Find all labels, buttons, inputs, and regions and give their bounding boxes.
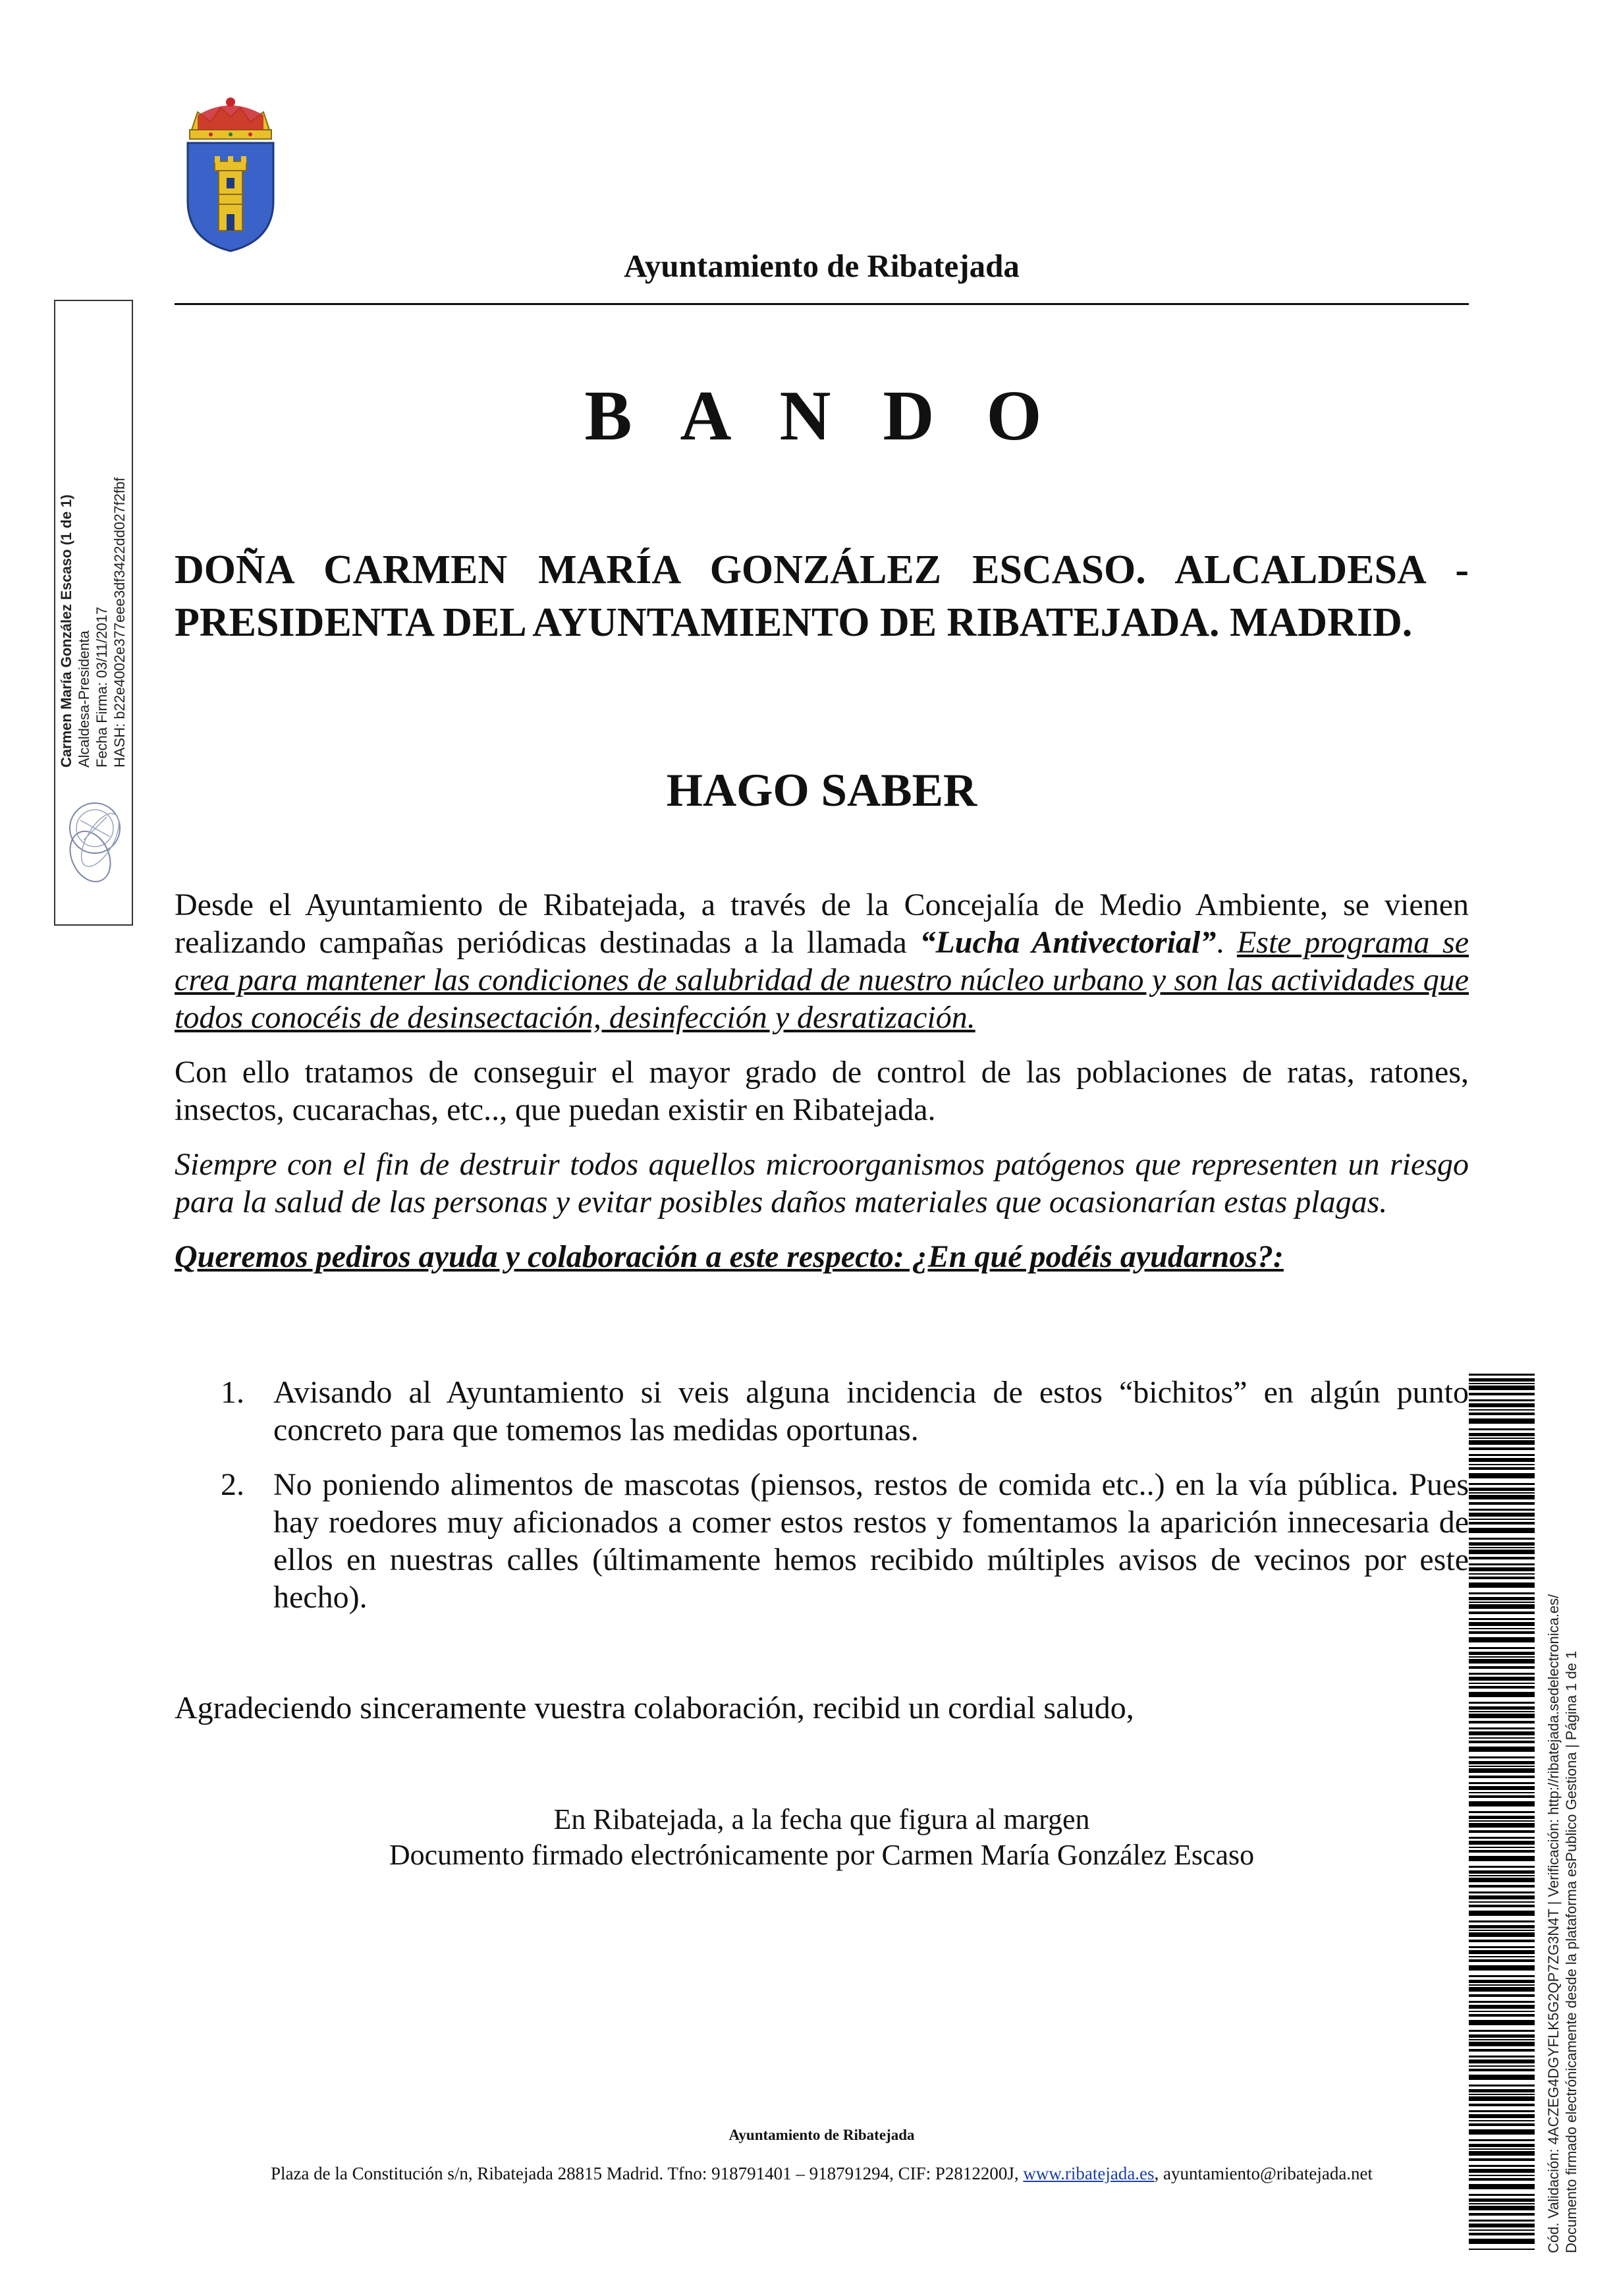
intro-lead-text: Desde el Ayuntamiento de Ribatejada, a través de la Concejalía de Medio Ambiente, se vienen realizando campañas periódicas destinadas a la llamada: [175, 887, 1469, 960]
barcode-bar: [1469, 2104, 1535, 2106]
barcode-bar: [1469, 2069, 1535, 2071]
barcode-bar: [1469, 1413, 1535, 1415]
barcode-bar: [1469, 1761, 1535, 1764]
barcode-bar: [1469, 1628, 1535, 1629]
barcode-bar: [1469, 1433, 1535, 1436]
barcode-bar: [1469, 1721, 1535, 1723]
barcode-bar: [1469, 2178, 1535, 2181]
barcode-bar: [1469, 1677, 1535, 1681]
program-description: Este programa se crea para mantener las condiciones de salubridad de nuestro núcleo urbano y son las actividades que todos conocéis de desinsectación, desinfección y desratización.: [175, 925, 1469, 1035]
footer-address: [175, 2164, 1469, 2184]
list-item-number: 2.: [221, 1467, 244, 1502]
barcode-bar: [1469, 1495, 1535, 1499]
footer-address-text: Plaza de la Constitución s/n, Ribatejada 28815 Madrid. Tfno: 918791401 – 918791294, CIF: P2812200J,: [270, 2164, 1024, 2183]
barcode-bar: [1469, 1747, 1535, 1752]
barcode-bar: [1469, 1631, 1535, 1634]
barcode-bar: [1469, 1383, 1535, 1384]
barcode-bar: [1469, 1905, 1535, 1907]
website-link[interactable]: www.ribatejada.es: [1023, 2164, 1155, 2183]
barcode-bar: [1469, 1542, 1535, 1546]
barcode-bar: [1469, 1409, 1535, 1411]
list-item: [175, 1374, 1469, 1449]
barcode-bar: [1469, 2014, 1535, 2017]
barcode-bar: [1469, 1403, 1535, 1407]
barcode-bar: [1469, 1895, 1535, 1899]
barcode-bar: [1469, 1901, 1535, 1903]
footer-email: , ayuntamiento@ribatejada.net: [1154, 2164, 1373, 2183]
barcode-bar: [1469, 1509, 1535, 1511]
barcode-bar: [1469, 1930, 1535, 1931]
barcode-bar: [1469, 1573, 1535, 1575]
barcode-bar: [1469, 2059, 1535, 2063]
barcode-bar: [1469, 2020, 1535, 2025]
barcode-bar: [1469, 1830, 1535, 1833]
footer-organization: Ayuntamiento de Ribatejada: [728, 2127, 915, 2143]
barcode-bar: [1469, 2039, 1535, 2040]
barcode-bar: [1469, 1519, 1535, 1520]
barcode-bar: [1469, 2094, 1535, 2095]
barcode-bar: [1469, 2011, 1535, 2012]
help-question: Queremos pediros ayuda y colaboración a este respecto: ¿En qué podéis ayudarnos?:: [175, 1239, 1284, 1274]
barcode-bar: [1469, 2110, 1535, 2112]
header-divider: [175, 303, 1469, 305]
barcode-bar: [1469, 1473, 1535, 1478]
signature-date: Fecha Firma: 03/11/2017: [94, 606, 110, 768]
paragraph-purpose: Siempre con el fin de destruir todos aquellos microorganismos patógenos que representen un riesgo para la salud de las personas y evitar posibles daños materiales que ocasionarían estas plagas.: [175, 1147, 1469, 1219]
paragraph-intro: [175, 886, 1469, 1036]
barcode-bar: [1469, 1911, 1535, 1916]
barcode-bar: [1469, 1656, 1535, 1658]
barcode-bar: [1469, 1870, 1535, 1874]
barcode-bar: [1469, 1557, 1535, 1559]
barcode-bar: [1469, 1702, 1535, 1704]
barcode-bar: [1469, 1786, 1535, 1790]
barcode-bar: [1469, 1673, 1535, 1675]
barcode-bar: [1469, 1950, 1535, 1954]
barcode-bar: [1469, 1464, 1535, 1465]
barcode-bar: [1469, 1741, 1535, 1743]
barcode-bar: [1469, 1550, 1535, 1554]
barcode-bar: [1469, 1768, 1535, 1773]
barcode-bar: [1469, 1374, 1535, 1376]
barcode-bar: [1469, 1604, 1535, 1609]
barcode-bar: [1469, 1878, 1535, 1882]
intro-separator: .: [1216, 925, 1237, 960]
list-item-number: 1.: [221, 1375, 244, 1410]
issuing-authority: DOÑA CARMEN MARÍA GONZÁLEZ ESCASO. ALCALDESA - PRESIDENTA DEL AYUNTAMIENTO DE RIBATEJADA. MADRID.: [175, 547, 1469, 645]
barcode-bar: [1469, 2151, 1535, 2156]
barcode-bar: [1469, 1737, 1535, 1739]
barcode-bar: [1469, 1399, 1535, 1401]
barcode-bar: [1469, 2120, 1535, 2121]
barcode-bar: [1469, 2220, 1535, 2222]
barcode-bar: [1469, 2042, 1535, 2046]
barcode-bar: [1469, 1766, 1535, 1767]
barcode-bar: [1469, 1856, 1535, 1861]
barcode-bar: [1469, 2169, 1535, 2173]
barcode-bar: [1469, 1866, 1535, 1868]
validation-barcode: [1469, 1374, 1541, 2250]
barcode-bar: [1469, 1597, 1535, 1600]
barcode-bar: [1469, 1418, 1535, 1424]
barcode-bar: [1469, 1647, 1535, 1649]
barcode-bar: [1469, 1483, 1535, 1485]
barcode-bar: [1469, 1467, 1535, 1470]
barcode-bar: [1469, 1994, 1535, 1997]
digital-seal-icon: [61, 794, 130, 889]
barcode-bar: [1469, 1618, 1535, 1620]
barcode-bar: [1469, 1447, 1535, 1450]
barcode-bar: [1469, 2075, 1535, 2080]
barcode-bar: [1469, 1956, 1535, 1957]
barcode-bar: [1469, 1522, 1535, 1525]
validation-platform: Documento firmado electrónicamente desde la plataforma esPublico Gestiona | Página 1 de 1: [1563, 1650, 1579, 2253]
place-date: En Ribatejada, a la fecha que figura al margen: [553, 1803, 1090, 1835]
barcode-bar: [1469, 1984, 1535, 1986]
program-name: “Lucha Antivectorial”: [919, 925, 1217, 960]
barcode-bar: [1469, 1959, 1535, 1962]
barcode-bar: [1469, 1965, 1535, 1971]
barcode-bar: [1469, 1440, 1535, 1445]
barcode-bar: [1469, 1837, 1535, 1839]
barcode-bar: [1469, 2129, 1535, 2135]
list-item-text: No poniendo alimentos de mascotas (piensos, restos de comida etc..) en la vía pública. Pues hay roedores muy aficionados a comer estos restos y fomentamos la aparición innecesaria de ellos en nuestras calles (últimamente hemos recibido múltiples avisos de vecinos por este hecho).: [273, 1467, 1469, 1615]
barcode-bar: [1469, 2085, 1535, 2086]
barcode-bar: [1469, 2139, 1535, 2141]
barcode-bar: [1469, 2203, 1535, 2204]
barcode-bar: [1469, 1659, 1535, 1664]
barcode-bar: [1469, 1692, 1535, 1697]
help-list: [175, 1374, 1469, 1633]
barcode-bar: [1469, 1706, 1535, 1710]
barcode-bar: [1469, 1683, 1535, 1684]
barcode-bar: [1469, 1850, 1535, 1853]
barcode-bar: [1469, 2065, 1535, 2067]
barcode-bar: [1469, 2096, 1535, 2101]
barcode-bar: [1469, 1847, 1535, 1848]
barcode-bar: [1469, 2213, 1535, 2216]
document-body: [175, 886, 1469, 1293]
barcode-bar: [1469, 2194, 1535, 2196]
barcode-bar: [1469, 1563, 1535, 1565]
barcode-bar: [1469, 1386, 1535, 1390]
barcode-bar: [1469, 1711, 1535, 1712]
barcode-bar: [1469, 2198, 1535, 2202]
barcode-bar: [1469, 1795, 1535, 1798]
validation-text: [1545, 1377, 1584, 2253]
barcode-bar: [1469, 1925, 1535, 1928]
barcode-bar: [1469, 2239, 1535, 2244]
barcode-bar: [1469, 1891, 1535, 1893]
barcode-bar: [1469, 1823, 1535, 1828]
barcode-bar: [1469, 1428, 1535, 1430]
barcode-bar: [1469, 1731, 1535, 1735]
organization-header: Ayuntamiento de Ribatejada: [624, 248, 1020, 284]
barcode-bar: [1469, 1666, 1535, 1669]
barcode-bar: [1469, 2001, 1535, 2003]
barcode-bar: [1469, 1820, 1535, 1822]
barcode-bar: [1469, 1756, 1535, 1758]
barcode-bar: [1469, 1816, 1535, 1819]
barcode-bar: [1469, 1792, 1535, 1793]
barcode-bar: [1469, 1875, 1535, 1876]
barcode-bar: [1469, 2123, 1535, 2126]
barcode-bar: [1469, 1492, 1535, 1494]
barcode-bar: [1469, 1577, 1535, 1579]
barcode-bar: [1469, 1488, 1535, 1491]
signer-name: Carmen María González Escaso (1 de 1): [58, 494, 74, 768]
document-title: B A N D O: [584, 377, 1059, 455]
barcode-bar: [1469, 2089, 1535, 2092]
barcode-bar: [1469, 2056, 1535, 2058]
barcode-bar: [1469, 1378, 1535, 1382]
barcode-bar: [1469, 1393, 1535, 1395]
barcode-bar: [1469, 1458, 1535, 1462]
barcode-bar: [1469, 2165, 1535, 2167]
barcode-bar: [1469, 1637, 1535, 1642]
signature-hash: HASH: b22e4002e377eee3df3422dd027f2fbf: [111, 477, 128, 768]
signature-block: [175, 1802, 1469, 1873]
barcode-bar: [1469, 2184, 1535, 2189]
barcode-bar: [1469, 1946, 1535, 1948]
barcode-bar: [1469, 1567, 1535, 1571]
barcode-bar: [1469, 1714, 1535, 1718]
barcode-bar: [1469, 2034, 1535, 2038]
barcode-bar: [1469, 2224, 1535, 2227]
signature-stamp-text: [57, 425, 130, 768]
barcode-bar: [1469, 1920, 1535, 1922]
barcode-bar: [1469, 1776, 1535, 1778]
barcode-bar: [1469, 1502, 1535, 1505]
barcode-bar: [1469, 1932, 1535, 1937]
barcode-bar: [1469, 1980, 1535, 1983]
barcode-bar: [1469, 1622, 1535, 1626]
barcode-bar: [1469, 2229, 1535, 2231]
barcode-bar: [1469, 2158, 1535, 2161]
barcode-bar: [1469, 2148, 1535, 2150]
coat-of-arms-logo: [171, 96, 290, 254]
barcode-bar: [1469, 1454, 1535, 1456]
signer-role: Alcaldesa-Presidenta: [76, 630, 92, 768]
barcode-bar: [1469, 2114, 1535, 2118]
document-subtitle: HAGO SABER: [666, 765, 977, 816]
barcode-bar: [1469, 1538, 1535, 1540]
barcode-bar: [1469, 2175, 1535, 2176]
barcode-bar: [1469, 1727, 1535, 1729]
barcode-bar: [1469, 1513, 1535, 1517]
barcode-bar: [1469, 1602, 1535, 1603]
validation-code: Cód. Validación: 4ACZEG4DGYFLK5G2QP7ZG3N4T | Verificación: http://ribatejada.sedelectronica.es/: [1545, 1594, 1562, 2253]
barcode-bar: [1469, 1801, 1535, 1806]
barcode-bar: [1469, 1686, 1535, 1689]
barcode-bar: [1469, 1940, 1535, 1942]
barcode-bar: [1469, 2049, 1535, 2052]
barcode-bar: [1469, 2144, 1535, 2147]
list-item: [175, 1466, 1469, 1616]
barcode-bar: [1469, 2233, 1535, 2235]
barcode-bar: [1469, 1885, 1535, 1888]
closing-line: Agradeciendo sinceramente vuestra colaboración, recibid un cordial saludo,: [175, 1691, 1134, 1725]
barcode-bar: [1469, 1582, 1535, 1588]
barcode-bar: [1469, 1975, 1535, 1977]
barcode-bar: [1469, 1841, 1535, 1845]
barcode-bar: [1469, 1987, 1535, 1992]
paragraph-control: Con ello tratamos de conseguir el mayor grado de control de las poblaciones de ratas, ratones, insectos, cucarachas, etc.., que puedan existir en Ribatejada.: [175, 1055, 1469, 1127]
barcode-bar: [1469, 1611, 1535, 1614]
barcode-bar: [1469, 1811, 1535, 1813]
barcode-bar: [1469, 1782, 1535, 1784]
barcode-bar: [1469, 1652, 1535, 1655]
list-item-text: Avisando al Ayuntamiento si veis alguna incidencia de estos “bichitos” en algún punto concreto para que tomemos las medidas oportunas.: [273, 1375, 1469, 1447]
barcode-bar: [1469, 2005, 1535, 2009]
signed-by: Documento firmado electrónicamente por Carmen María González Escaso: [389, 1839, 1255, 1871]
barcode-bar: [1469, 2206, 1535, 2210]
barcode-bar: [1469, 2030, 1535, 2032]
barcode-bar: [1469, 1438, 1535, 1439]
barcode-bar: [1469, 1592, 1535, 1594]
barcode-bar: [1469, 1528, 1535, 1533]
barcode-bar: [1469, 2249, 1535, 2250]
barcode-bar: [1469, 1547, 1535, 1548]
